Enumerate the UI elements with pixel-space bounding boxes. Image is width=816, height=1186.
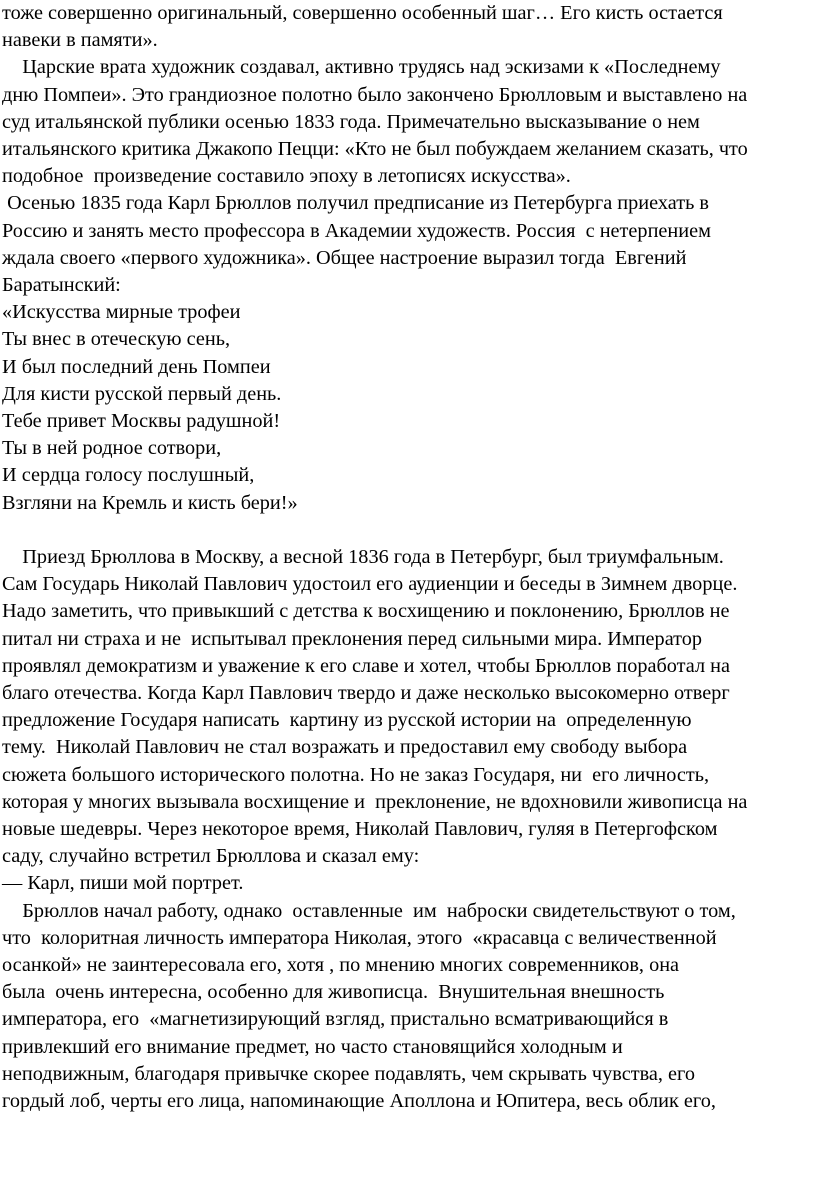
text-line: проявлял демократизм и уважение к его славе и хотел, чтобы Брюллов поработал на [2,654,731,677]
text-line: сюжета большого исторического полотна. Но не заказ Государя, ни его личность, [2,763,710,786]
text-line: новые шедевры. Через некоторое время, Николай Павлович, гуляя в Петергофском [2,818,718,840]
text-line: Тебе привет Москвы радушной! [2,410,281,432]
text-line: «Искусства мирные трофеи [2,301,241,324]
text-line: что колоритная личность императора Николая, этого «красавца с величественной [2,926,717,949]
text-line: Баратынский: [2,274,121,296]
text-line: осанкой» не заинтересовала его, хотя , по мнению многих современников, она [2,954,680,976]
text-line: предложение Государя написать картину из русской истории на определенную [2,709,692,732]
text-line: неподвижным, благодаря привычке скорее подавлять, чем скрывать чувства, его [2,1062,696,1085]
text-line: саду, случайно встретил Брюллова и сказал ему: [2,845,420,868]
text-line: И сердца голосу послушный, [2,464,255,487]
text-line: суд итальянской публики осенью 1833 года. Примечательно высказывание о нем [2,110,700,133]
text-line: привлекший его внимание предмет, но часто становящийся холодным и [2,1035,623,1058]
text-line: Брюллов начал работу, однако оставленные им наброски свидетельствуют о том, [2,899,736,922]
text-line: которая у многих вызывала восхищение и преклонение, не вдохновили живописца на [2,790,748,813]
text-line: Взгляни на Кремль и кисть бери!» [2,491,298,514]
text-line: тему. Николай Павлович не стал возражать и предоставил ему свободу выбора [2,736,688,759]
text-line: итальянского критика Джакопо Пецци: «Кто не был побуждаем желанием сказать, что [2,138,748,160]
text-line: благо отечества. Когда Карл Павлович твердо и даже несколько высокомерно отверг [2,682,730,704]
text-line: была очень интересна, особенно для живописца. Внушительная внешность [2,981,665,1004]
text-line: Надо заметить, что привыкший с детства к восхищению и поклонению, Брюллов не [2,600,730,623]
text-line: питал ни страха и не испытывал преклонения перед сильными мира. Император [2,627,703,650]
text-line: И был последний день Помпеи [2,355,271,378]
text-line: Осенью 1835 года Карл Брюллов получил предписание из Петербурга приехать в [2,192,709,215]
text-line: Для кисти русской первый день. [2,382,282,405]
text-line: — Карл, пиши мой портрет. [2,872,244,895]
text-line: Ты в ней родное сотвори, [2,437,222,460]
text-line: Приезд Брюллова в Москву, а весной 1836 года в Петербург, был триумфальным. [2,546,724,568]
text-line: Сам Государь Николай Павлович удостоил его аудиенции и беседы в Зимнем дворце. [2,573,738,596]
text-line: навеки в памяти». [2,29,158,52]
text-line: Царские врата художник создавал, активно трудясь над эскизами к «Последнему [2,56,721,79]
text-line: ждала своего «первого художника». Общее настроение выразил тогда Евгений [2,246,687,269]
text-line: императора, его «магнетизирующий взгляд, пристально всматривающийся в [2,1008,669,1031]
text-line: Россию и занять место профессора в Академии художеств. Россия с нетерпением [2,219,711,242]
text-line: Ты внес в отеческую сень, [2,328,231,351]
text-line: дню Помпеи». Это грандиозное полотно было закончено Брюлловым и выставлено на [2,83,748,106]
text-line: тоже совершенно оригинальный, совершенно особенный шаг… Его кисть остается [2,2,723,24]
text-line: гордый лоб, черты его лица, напоминающие Аполлона и Юпитера, весь облик его, [2,1090,716,1112]
text-line: подобное произведение составило эпоху в летописях искусства». [2,165,571,188]
